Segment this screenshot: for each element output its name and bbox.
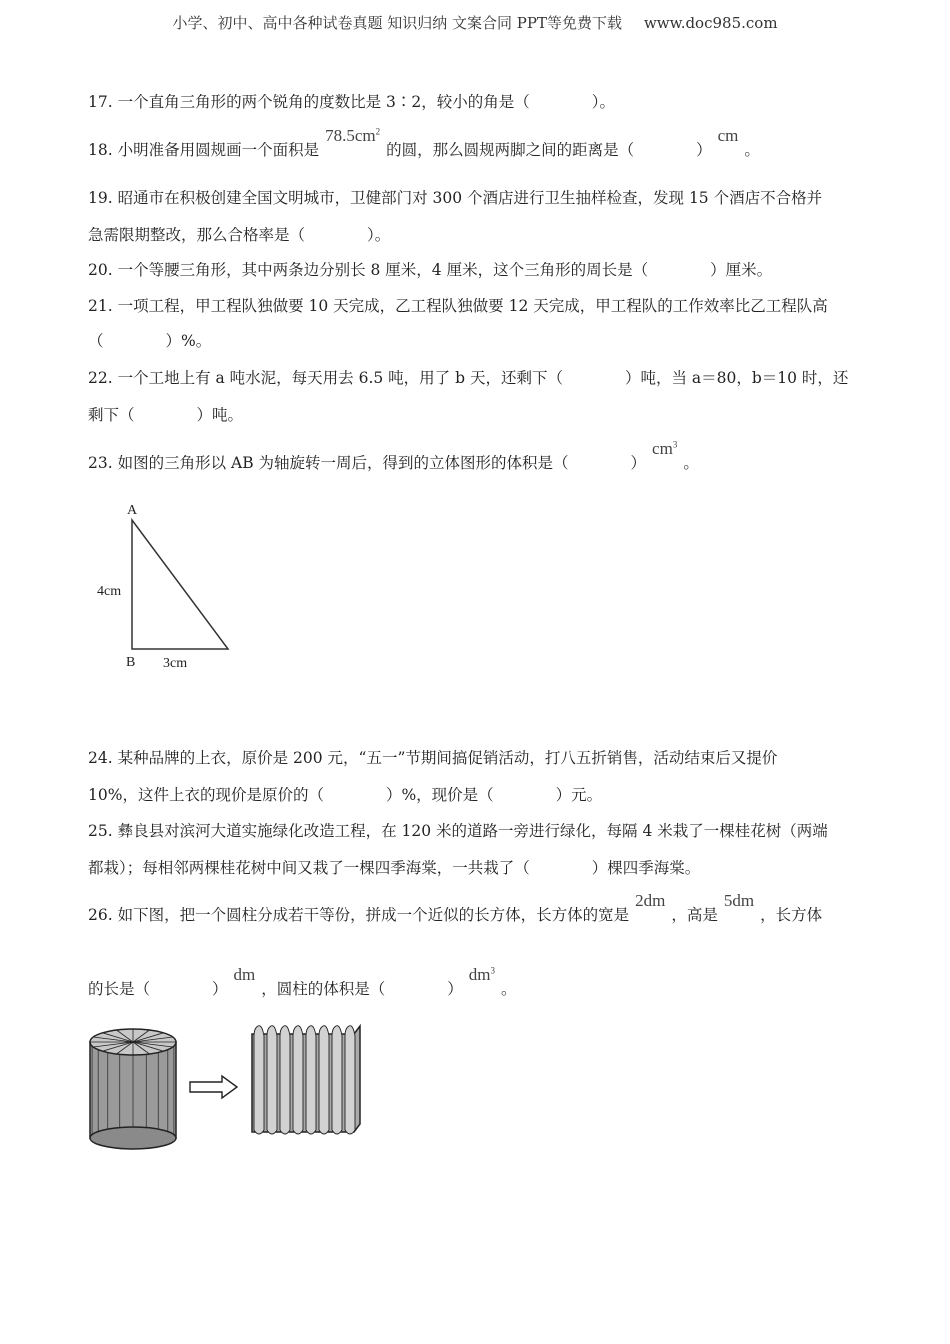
q18-unit-area: $78.5cm^2$ (325, 126, 381, 145)
question-21-line2: （ ）%。 (88, 332, 212, 350)
question-23 (88, 439, 699, 473)
cylinder-figure (84, 1022, 184, 1152)
question-26-line1 (88, 891, 823, 925)
label-height: 4cm (97, 584, 122, 599)
question-22-line1: 22. 一个工地上有 a 吨水泥，每天用去 6.5 吨，用了 b 天，还剩下（ ）吨，当 a＝80，b＝10 时，还 (88, 369, 849, 387)
question-22-line2: 剩下（ ）吨。 (88, 406, 244, 424)
q26-unit-width: 2dm (635, 891, 666, 910)
q26-line2-mid: ，圆柱的体积是（ ） (261, 980, 463, 998)
question-25-line1: 25. 彝良县对滨河大道实施绿化改造工程，在 120 米的道路一旁进行绿化，每隔 4 米栽了一棵桂花树（两端 (88, 822, 828, 840)
triangle-figure (90, 496, 250, 676)
q26-unit-length: dm (233, 965, 256, 984)
q26-unit-volume: $dm^3$ (468, 965, 495, 984)
q26-unit-height: 5dm (723, 891, 755, 910)
q18-end: 。 (744, 141, 760, 159)
question-19-line1: 19. 昭通市在积极创建全国文明城市，卫健部门对 300 个酒店进行卫生抽样检查，发现 15 个酒店不合格并 (88, 189, 823, 207)
q23-end: 。 (683, 454, 699, 472)
q23-unit: $cm^3$ (652, 439, 678, 458)
question-20: 20. 一个等腰三角形，其中两条边分别长 8 厘米，4 厘米，这个三角形的周长是（ ）厘米。 (88, 261, 773, 279)
question-25-line2: 都栽）；每相邻两棵桂花树中间又栽了一棵四季海棠，一共栽了（ ）棵四季海棠。 (88, 859, 701, 877)
cuboid-figure (244, 1020, 368, 1144)
question-21-line1: 21. 一项工程，甲工程队独做要 10 天完成，乙工程队独做要 12 天完成，甲工程队的工作效率比乙工程队高 (88, 297, 828, 315)
q26-post: ，长方体 (760, 906, 823, 924)
label-base: 3cm (163, 656, 188, 671)
question-19-line2: 急需限期整改，那么合格率是（ ）。 (88, 226, 391, 244)
q26-line2-pre: 的长是（ ） (88, 980, 228, 998)
page-header (0, 12, 950, 33)
q18-mid: 的圆，那么圆规两脚之间的距离是（ ） (386, 141, 712, 159)
question-26-line2 (88, 965, 517, 999)
question-24-line1: 24. 某种品牌的上衣，原价是 200 元，“五一”节期间搞促销活动，打八五折销售，活动结束后又提价 (88, 749, 778, 767)
question-24-line2: 10%，这件上衣的现价是原价的（ ）%，现价是（ ）元。 (88, 786, 603, 804)
question-17: 17. 一个直角三角形的两个锐角的度数比是 3∶2，较小的角是（ ）。 (88, 93, 615, 111)
label-a: A (127, 503, 138, 518)
q26-mid: ，高是 (671, 906, 718, 924)
right-triangle (132, 520, 228, 649)
q18-unit-cm: cm (717, 126, 739, 145)
question-18 (88, 126, 760, 160)
q26-line2-end: 。 (501, 980, 517, 998)
header-text: 小学、初中、高中各种试卷真题 知识归纳 文案合同 PPT等免费下载 (172, 14, 622, 32)
q23-pre: 23. 如图的三角形以 AB 为轴旋转一周后，得到的立体图形的体积是（ ） (88, 454, 647, 472)
label-b: B (126, 655, 136, 670)
header-site: www.doc985.com (643, 14, 778, 32)
q18-pre: 18. 小明准备用圆规画一个面积是 (88, 141, 320, 159)
arrow-icon (188, 1074, 240, 1100)
q26-pre: 26. 如下图，把一个圆柱分成若干等份，拼成一个近似的长方体，长方体的宽是 (88, 906, 630, 924)
